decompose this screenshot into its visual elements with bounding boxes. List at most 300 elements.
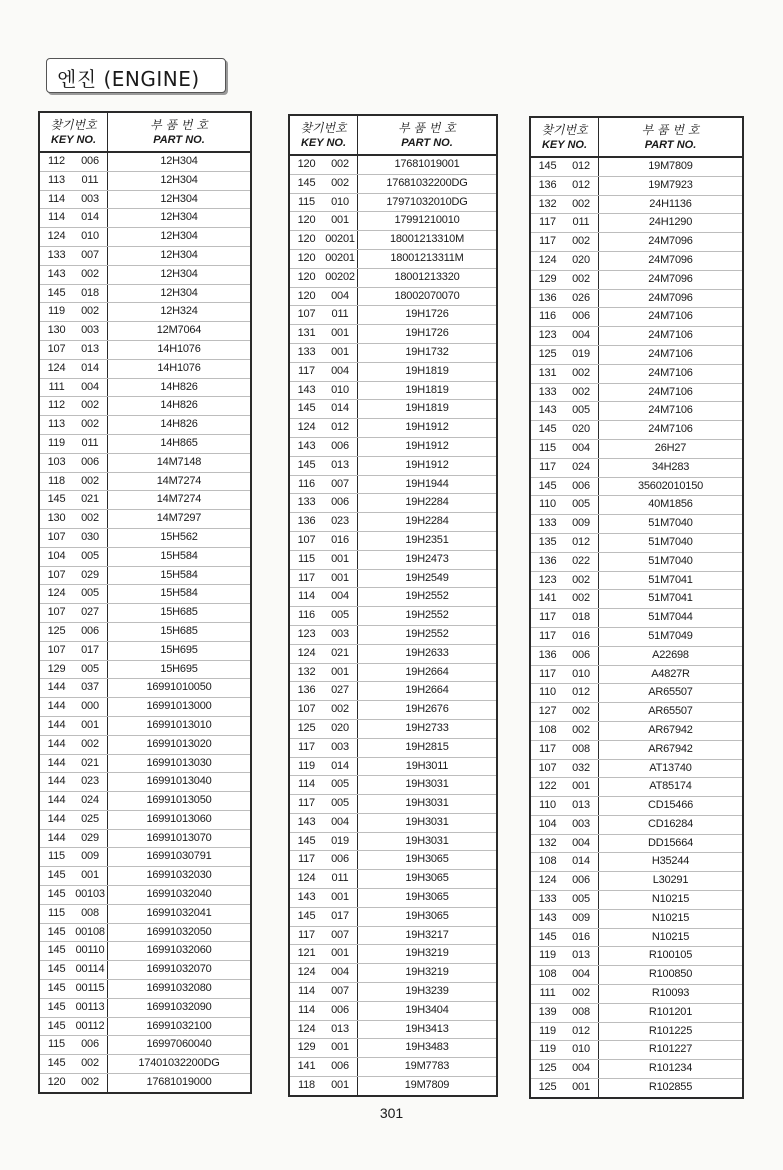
- part-number-cell: R101225: [648, 1024, 693, 1037]
- table-row: [531, 929, 742, 948]
- key-sub-cell: 016: [323, 532, 358, 550]
- key-number-cell: 124: [297, 646, 316, 659]
- key-number-cell: 107: [297, 703, 316, 716]
- table-row: [531, 703, 742, 722]
- table-row: [290, 645, 496, 664]
- part-number-cell: 19H2552: [405, 590, 449, 603]
- part-number-cell: DD15664: [647, 836, 694, 849]
- part-number-cell: 18001213310M: [389, 233, 465, 246]
- table-row: [290, 551, 496, 570]
- part-number-cell: 14M7274: [156, 474, 202, 487]
- key-sub-cell: 025: [73, 811, 108, 829]
- key-sub-cell: 002: [73, 266, 108, 284]
- key-number-cell: 114: [298, 1003, 315, 1016]
- table-row: [531, 384, 742, 403]
- table-row: [531, 515, 742, 534]
- table-header: [290, 116, 496, 156]
- key-number-cell: 143: [297, 439, 316, 452]
- key-number-cell: 119: [539, 949, 556, 962]
- table-row: [290, 983, 496, 1002]
- table-row: [40, 999, 250, 1018]
- part-number-cell: 19H3217: [405, 928, 449, 941]
- table-row: [40, 717, 250, 736]
- table-row: [531, 158, 742, 177]
- table-row: [40, 548, 250, 567]
- table-row: [531, 891, 742, 910]
- key-number-cell: 144: [47, 794, 66, 807]
- part-number-cell: R10093: [651, 987, 690, 1000]
- key-number-cell: 117: [298, 364, 315, 377]
- table-row: [531, 741, 742, 760]
- part-number-cell: 14H826: [160, 399, 198, 412]
- table-row: [40, 942, 250, 961]
- part-number-cell: 12H304: [160, 192, 198, 205]
- key-sub-cell: 005: [323, 607, 358, 625]
- key-sub-cell: 013: [564, 947, 599, 965]
- table-row: [290, 758, 496, 777]
- key-number-cell: 145: [297, 176, 316, 189]
- table-row: [40, 905, 250, 924]
- key-number-cell: 144: [47, 756, 66, 769]
- table-row: [290, 288, 496, 307]
- key-sub-cell: 004: [323, 288, 358, 306]
- key-sub-cell: 006: [323, 1058, 358, 1076]
- key-sub-cell: 017: [73, 642, 108, 660]
- key-number-cell: 120: [297, 158, 316, 170]
- table-row: [40, 285, 250, 304]
- key-sub-cell: 004: [73, 379, 108, 397]
- key-sub-cell: 004: [323, 588, 358, 606]
- part-number-cell: 15H685: [160, 624, 198, 637]
- key-number-cell: 141: [297, 1060, 316, 1073]
- table-row: [531, 1004, 742, 1023]
- table-row: [40, 379, 250, 398]
- table-row: [531, 402, 742, 421]
- section-title: 엔진 (ENGINE): [57, 67, 200, 91]
- part-number-cell: CD15466: [647, 799, 694, 812]
- key-number-cell: 139: [538, 1005, 557, 1018]
- key-sub-cell: 004: [323, 964, 358, 982]
- key-sub-cell: 021: [323, 645, 358, 663]
- key-number-cell: 136: [538, 291, 557, 304]
- key-number-cell: 130: [47, 324, 66, 337]
- part-number-cell: 24M7096: [648, 253, 693, 266]
- key-number-cell: 113: [48, 418, 65, 431]
- key-sub-cell: 012: [323, 419, 358, 437]
- key-sub-cell: 006: [73, 153, 108, 171]
- key-sub-cell: 010: [564, 1041, 599, 1059]
- key-sub-cell: 002: [73, 416, 108, 434]
- part-number-cell: 16991013050: [146, 794, 212, 807]
- part-number-cell: 18001213320: [394, 270, 460, 283]
- key-number-cell: 144: [47, 737, 66, 750]
- table-row: [290, 344, 496, 363]
- table-row: [290, 250, 496, 269]
- part-number-cell: 16997060040: [146, 1038, 212, 1051]
- part-number-cell: 19H2284: [405, 496, 449, 509]
- table-row: [40, 792, 250, 811]
- part-number-cell: 19H1944: [405, 477, 449, 490]
- part-number-cell: 19H2664: [405, 665, 449, 678]
- table-row: [290, 626, 496, 645]
- key-sub-cell: 006: [564, 647, 599, 665]
- part-number-cell: 19H3031: [405, 797, 449, 810]
- key-sub-cell: 005: [323, 776, 358, 794]
- key-sub-cell: 007: [323, 476, 358, 494]
- key-number-cell: 145: [538, 160, 557, 172]
- key-number-cell: 120: [47, 1076, 66, 1089]
- table-row: [40, 209, 250, 228]
- part-number-cell: 16991032041: [146, 906, 212, 919]
- key-number-cell: 107: [297, 533, 316, 546]
- table-row: [531, 346, 742, 365]
- key-number-cell: 141: [538, 592, 557, 605]
- key-sub-cell: 003: [73, 191, 108, 209]
- key-sub-cell: 00115: [73, 980, 108, 998]
- part-number-cell: 34H283: [651, 460, 690, 473]
- part-number-cell: 16991032040: [146, 888, 212, 901]
- key-number-cell: 114: [298, 985, 315, 998]
- key-sub-cell: 001: [564, 1079, 599, 1097]
- table-row: [290, 1039, 496, 1058]
- parts-table-1: [38, 111, 252, 1094]
- part-number-cell: 40M1856: [648, 498, 693, 511]
- table-row: [531, 421, 742, 440]
- key-sub-cell: 017: [323, 908, 358, 926]
- key-sub-cell: 001: [323, 551, 358, 569]
- table-row: [40, 642, 250, 661]
- key-sub-cell: 003: [323, 626, 358, 644]
- part-number-cell: 12H304: [160, 155, 198, 167]
- table-row: [40, 567, 250, 586]
- part-number-cell: 51M7040: [648, 535, 693, 548]
- key-number-cell: 107: [47, 342, 66, 355]
- key-number-cell: 143: [538, 911, 557, 924]
- part-number-cell: 14H1076: [157, 361, 201, 374]
- key-number-cell: 120: [297, 214, 316, 227]
- key-number-cell: 123: [297, 627, 316, 640]
- table-row: [290, 945, 496, 964]
- part-number-cell: 14H1076: [157, 342, 201, 355]
- part-number-cell: N10215: [651, 893, 690, 906]
- part-number-cell: 19H1819: [405, 402, 449, 415]
- key-sub-cell: 010: [564, 666, 599, 684]
- key-sub-cell: 006: [73, 454, 108, 472]
- table-row: [531, 252, 742, 271]
- table-row: [40, 867, 250, 886]
- table-row: [290, 194, 496, 213]
- key-sub-cell: 001: [564, 778, 599, 796]
- table-row: [290, 419, 496, 438]
- key-number-cell: 117: [539, 611, 556, 624]
- table-row: [531, 478, 742, 497]
- key-number-cell: 118: [298, 1079, 315, 1092]
- part-number-cell: 16991013000: [146, 700, 212, 713]
- table-row: [40, 961, 250, 980]
- key-sub-cell: 037: [73, 679, 108, 697]
- table-row: [40, 473, 250, 492]
- part-number-cell: 19M7783: [404, 1060, 450, 1073]
- key-number-cell: 117: [298, 571, 315, 584]
- part-number-cell: 16991013010: [146, 718, 212, 731]
- key-number-cell: 136: [538, 554, 557, 567]
- part-number-cell: N10215: [651, 930, 690, 943]
- key-sub-cell: 005: [73, 548, 108, 566]
- key-number-cell: 132: [297, 665, 316, 678]
- page-number: 301: [379, 1105, 404, 1121]
- key-number-cell: 121: [297, 947, 316, 960]
- key-number-cell: 117: [539, 742, 556, 755]
- table-row: [290, 908, 496, 927]
- key-number-cell: 115: [539, 441, 556, 454]
- part-number-cell: 19H1726: [405, 327, 449, 340]
- table-row: [40, 679, 250, 698]
- key-number-cell: 145: [297, 834, 316, 847]
- table-row: [290, 231, 496, 250]
- key-number-cell: 125: [538, 1081, 557, 1094]
- table-row: [40, 698, 250, 717]
- part-number-cell: AR67942: [648, 723, 693, 736]
- table-row: [40, 397, 250, 416]
- key-number-cell: 115: [48, 850, 65, 863]
- key-number-cell: 144: [47, 718, 66, 731]
- key-sub-cell: 011: [323, 870, 358, 888]
- key-sub-cell: 012: [564, 177, 599, 195]
- key-number-cell: 125: [47, 624, 66, 637]
- part-number-cell: N10215: [651, 911, 690, 924]
- table-row: [531, 985, 742, 1004]
- part-number-cell: 15H584: [160, 549, 198, 562]
- part-number-cell: 16991032050: [146, 925, 212, 938]
- key-sub-cell: 014: [564, 853, 599, 871]
- key-number-cell: 117: [298, 928, 315, 941]
- key-number-cell: 145: [47, 1019, 66, 1032]
- part-number-cell: 19M7809: [648, 160, 693, 172]
- part-number-cell: AR67942: [648, 742, 693, 755]
- key-sub-cell: 001: [323, 1077, 358, 1095]
- table-row: [531, 647, 742, 666]
- table-row: [40, 303, 250, 322]
- table-row: [531, 853, 742, 872]
- table-row: [40, 172, 250, 191]
- table-row: [290, 833, 496, 852]
- key-sub-cell: 012: [564, 1023, 599, 1041]
- table-row: [531, 196, 742, 215]
- part-number-cell: 19H3219: [405, 947, 449, 960]
- part-number-cell: 19H3031: [405, 815, 449, 828]
- part-number-cell: 14M7297: [156, 512, 202, 525]
- key-number-cell: 107: [47, 530, 66, 543]
- part-number-cell: A22698: [652, 648, 689, 661]
- key-sub-cell: 006: [564, 872, 599, 890]
- key-number-cell: 144: [47, 700, 66, 713]
- key-sub-cell: 00114: [73, 961, 108, 979]
- key-number-cell: 133: [297, 496, 316, 509]
- key-sub-cell: 009: [73, 848, 108, 866]
- part-number-cell: 16991032030: [146, 869, 212, 882]
- key-number-cell: 124: [297, 1022, 316, 1035]
- part-number-cell: 12H304: [160, 173, 198, 186]
- part-number-cell: R101234: [648, 1062, 693, 1075]
- table-row: [40, 1036, 250, 1055]
- key-sub-cell: 011: [564, 214, 599, 232]
- part-number-cell: 18001213311M: [390, 251, 464, 264]
- part-number-cell: A4827R: [651, 667, 690, 680]
- table-row: [531, 553, 742, 572]
- key-sub-cell: 003: [323, 739, 358, 757]
- table-body: [290, 156, 496, 1095]
- parts-table-2: [288, 114, 498, 1097]
- part-number-cell: 16991032060: [146, 944, 212, 957]
- table-row: [40, 623, 250, 642]
- table-row: [290, 870, 496, 889]
- key-header-kr: 찾기번호: [541, 123, 588, 137]
- key-number-cell: 132: [538, 836, 557, 849]
- key-sub-cell: 024: [564, 459, 599, 477]
- part-number-cell: 24M7096: [648, 235, 693, 248]
- key-number-cell: 120: [297, 233, 316, 246]
- key-sub-cell: 001: [323, 664, 358, 682]
- key-number-cell: 119: [298, 759, 315, 772]
- table-row: [531, 1060, 742, 1079]
- key-sub-cell: 014: [73, 360, 108, 378]
- key-number-cell: 133: [297, 345, 316, 358]
- table-row: [290, 175, 496, 194]
- part-number-cell: 19H2664: [405, 684, 449, 697]
- key-sub-cell: 011: [73, 435, 108, 453]
- table-row: [40, 811, 250, 830]
- key-sub-cell: 005: [323, 795, 358, 813]
- key-sub-cell: 032: [564, 760, 599, 778]
- table-row: [531, 722, 742, 741]
- key-number-cell: 118: [48, 474, 65, 487]
- key-number-cell: 133: [47, 248, 66, 261]
- key-number-cell: 107: [47, 606, 66, 619]
- table-row: [40, 886, 250, 905]
- key-number-cell: 145: [538, 930, 557, 943]
- key-number-cell: 145: [47, 982, 66, 995]
- key-number-cell: 116: [298, 477, 315, 490]
- key-number-cell: 120: [297, 251, 316, 264]
- key-sub-cell: 002: [73, 1055, 108, 1073]
- key-number-cell: 133: [538, 385, 557, 398]
- key-number-cell: 136: [538, 648, 557, 661]
- key-sub-cell: 011: [323, 306, 358, 324]
- key-sub-cell: 013: [323, 457, 358, 475]
- key-sub-cell: 008: [564, 741, 599, 759]
- key-sub-cell: 00108: [73, 924, 108, 942]
- key-number-cell: 136: [297, 515, 316, 528]
- table-row: [531, 365, 742, 384]
- key-sub-cell: 009: [564, 515, 599, 533]
- part-number-cell: 19H3413: [405, 1022, 449, 1035]
- table-row: [40, 1074, 250, 1092]
- key-number-cell: 145: [47, 888, 66, 901]
- table-row: [290, 588, 496, 607]
- key-sub-cell: 002: [564, 985, 599, 1003]
- key-sub-cell: 00103: [73, 886, 108, 904]
- key-number-cell: 129: [47, 662, 66, 675]
- part-number-cell: 19H2552: [405, 627, 449, 640]
- part-number-cell: 24M7106: [648, 423, 693, 436]
- key-sub-cell: 002: [73, 736, 108, 754]
- key-sub-cell: 009: [564, 910, 599, 928]
- key-number-cell: 124: [297, 872, 316, 885]
- table-row: [290, 814, 496, 833]
- key-sub-cell: 013: [73, 341, 108, 359]
- part-number-cell: 24H1290: [648, 216, 693, 229]
- part-number-cell: 19H3239: [405, 985, 449, 998]
- key-number-cell: 131: [297, 327, 316, 340]
- key-sub-cell: 008: [73, 905, 108, 923]
- table-row: [290, 851, 496, 870]
- key-number-cell: 145: [297, 458, 316, 471]
- key-sub-cell: 006: [323, 851, 358, 869]
- key-sub-cell: 021: [73, 491, 108, 509]
- part-number-cell: 19H1819: [405, 383, 449, 396]
- part-number-cell: 19H1819: [405, 364, 449, 377]
- table-row: [290, 382, 496, 401]
- key-sub-cell: 001: [323, 570, 358, 588]
- table-row: [40, 604, 250, 623]
- key-number-cell: 123: [538, 573, 557, 586]
- key-number-cell: 114: [48, 211, 65, 224]
- key-header-kr: 찾기번호: [50, 118, 97, 132]
- part-number-cell: 14M7148: [156, 455, 202, 468]
- table-row: [290, 964, 496, 983]
- table-row: [40, 510, 250, 529]
- table-row: [40, 736, 250, 755]
- table-row: [290, 776, 496, 795]
- table-row: [290, 739, 496, 758]
- key-number-cell: 144: [47, 812, 66, 825]
- key-sub-cell: 004: [323, 814, 358, 832]
- table-row: [531, 760, 742, 779]
- key-number-cell: 129: [538, 272, 557, 285]
- key-sub-cell: 029: [73, 567, 108, 585]
- key-sub-cell: 020: [564, 252, 599, 270]
- part-number-cell: 14H865: [160, 436, 198, 449]
- part-header-en: PART NO.: [153, 134, 205, 146]
- key-sub-cell: 002: [564, 703, 599, 721]
- key-sub-cell: 029: [73, 830, 108, 848]
- part-number-cell: 26H27: [654, 441, 687, 454]
- table-header: [40, 113, 250, 153]
- key-sub-cell: 010: [73, 228, 108, 246]
- key-sub-cell: 002: [323, 701, 358, 719]
- part-number-cell: 19H3065: [405, 872, 449, 885]
- key-number-cell: 135: [538, 535, 557, 548]
- part-header-kr: 부 품 번 호: [150, 118, 208, 132]
- key-sub-cell: 010: [323, 194, 358, 212]
- part-number-cell: 19H1912: [405, 458, 449, 471]
- table-row: [290, 682, 496, 701]
- key-number-cell: 110: [539, 498, 556, 511]
- key-sub-cell: 013: [564, 797, 599, 815]
- key-number-cell: 136: [297, 684, 316, 697]
- part-number-cell: 24M7106: [648, 385, 693, 398]
- key-sub-cell: 014: [323, 400, 358, 418]
- key-number-cell: 124: [297, 421, 316, 434]
- table-row: [531, 666, 742, 685]
- key-sub-cell: 012: [564, 534, 599, 552]
- table-row: [531, 797, 742, 816]
- key-number-cell: 112: [48, 399, 65, 412]
- key-number-cell: 143: [297, 891, 316, 904]
- table-row: [40, 416, 250, 435]
- key-number-cell: 145: [297, 909, 316, 922]
- table-row: [290, 212, 496, 231]
